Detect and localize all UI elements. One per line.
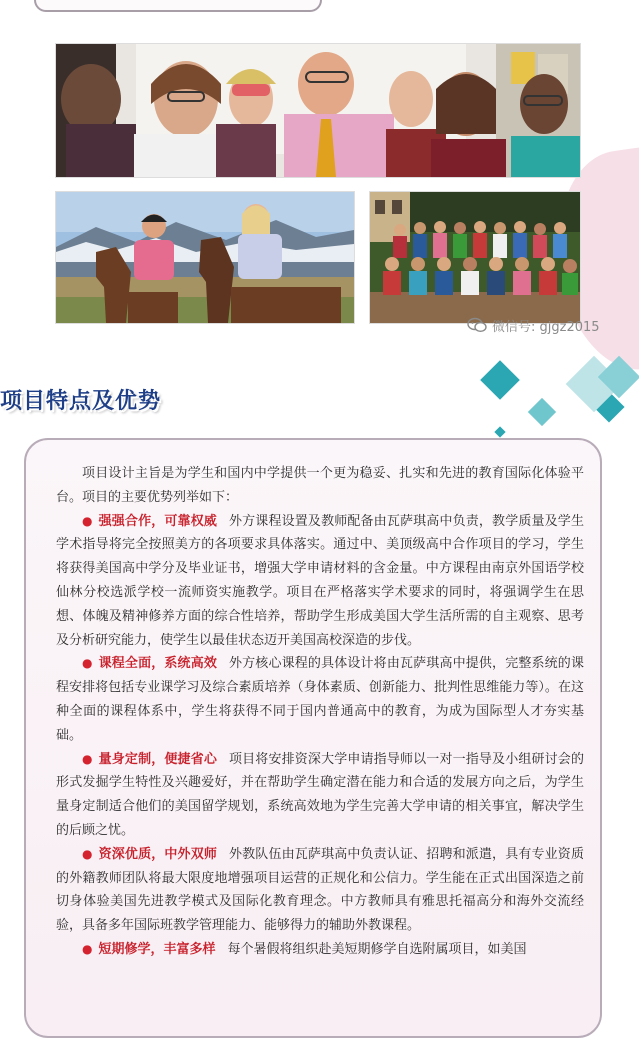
section-title: 项目特点及优势: [0, 387, 162, 414]
wechat-watermark: [467, 316, 600, 334]
feature-item: [56, 510, 584, 653]
feature-title: 量身定制，便捷省心: [98, 751, 217, 767]
features-card: [24, 438, 602, 1038]
teal-decorative-square: [494, 426, 505, 437]
wechat-icon: [467, 317, 487, 333]
red-dot-icon: ●: [82, 846, 93, 861]
feature-body: 外教队伍由瓦萨琪高中负责认证、招聘和派遣，具有专业资质的外籍教师团队将最大限度地增强项目运营的正规化和公信力。学生能在正式出国深造之前切身体验美国先进教学模式及国际化教育理念。中方教师具有雅思托福高分和海外交流经验，具备多年国际班教学管理能力、能够得力的辅助外教课程。: [56, 846, 584, 934]
feature-title: 强强合作，可靠权威: [98, 513, 217, 529]
feature-item: [56, 938, 584, 962]
feature-item: [56, 652, 584, 747]
feature-item: [56, 843, 584, 938]
feature-body: 外方核心课程的具体设计将由瓦萨琪高中提供，完整系统的课程安排将包括专业课学习及综合素质培养（身体素质、创新能力、批判性思维能力等）。在这种全面的课程体系中，学生将获得不同于国内普通高中的教育，为成为国际型人才夯实基础。: [56, 656, 584, 743]
watermark-label: 微信号: gjgz2015: [492, 319, 600, 335]
red-dot-icon: ●: [82, 941, 93, 956]
photo-student-group: [370, 192, 580, 323]
red-dot-icon: ●: [82, 513, 93, 528]
red-dot-icon: ●: [82, 751, 93, 766]
feature-body: 外方课程设置及教师配备由瓦萨琪高中负责，教学质量及学生学术指导将完全按照美方的各项要求具体落实。通过中、美顶级高中合作项目的学习，学生将获得美国高中学分及毕业证书，增强大学申请材料的含金量。中方课程由南京外国语学校仙林分校选派学校一流师资实施教学。项目在严格落实学术要求的同时，将强调学生在思想、体魄及精神修养方面的综合性培养，帮助学生形成美国大学生活所需的自主观察、思考及分析研究能力，使学生以最佳状态迈开美国高校深造的步伐。: [56, 513, 584, 648]
feature-title: 课程全面，系统高效: [98, 656, 217, 672]
intro-paragraph: 项目设计主旨是为学生和国内中学提供一个更为稳妥、扎实和先进的教育国际化体验平台。项目的主要优势列举如下：: [56, 466, 584, 505]
feature-title: 短期修学，丰富多样: [98, 941, 216, 957]
photo-horse-riding: [56, 192, 354, 323]
photo-science-lab: [56, 44, 580, 177]
feature-item: [56, 748, 584, 843]
teal-decorative-square: [528, 398, 556, 426]
teal-decorative-square: [480, 360, 520, 400]
feature-body: 每个暑假将组织赴美短期修学自选附属项目，如美国: [227, 941, 527, 957]
feature-title: 资深优质，中外双师: [98, 846, 217, 862]
red-dot-icon: ●: [82, 656, 93, 671]
feature-body: 项目将安排资深大学申请指导师以一对一指导及小组研讨会的形式发掘学生特性及兴趣爱好，并在帮助学生确定潜在能力和合适的发展方向之后，为学生量身定制适合他们的美国留学规划，系统高效地为学生完善大学申请的相关事宜，解决学生的后顾之忧。: [56, 751, 584, 838]
top-decorative-frame: [34, 0, 322, 12]
